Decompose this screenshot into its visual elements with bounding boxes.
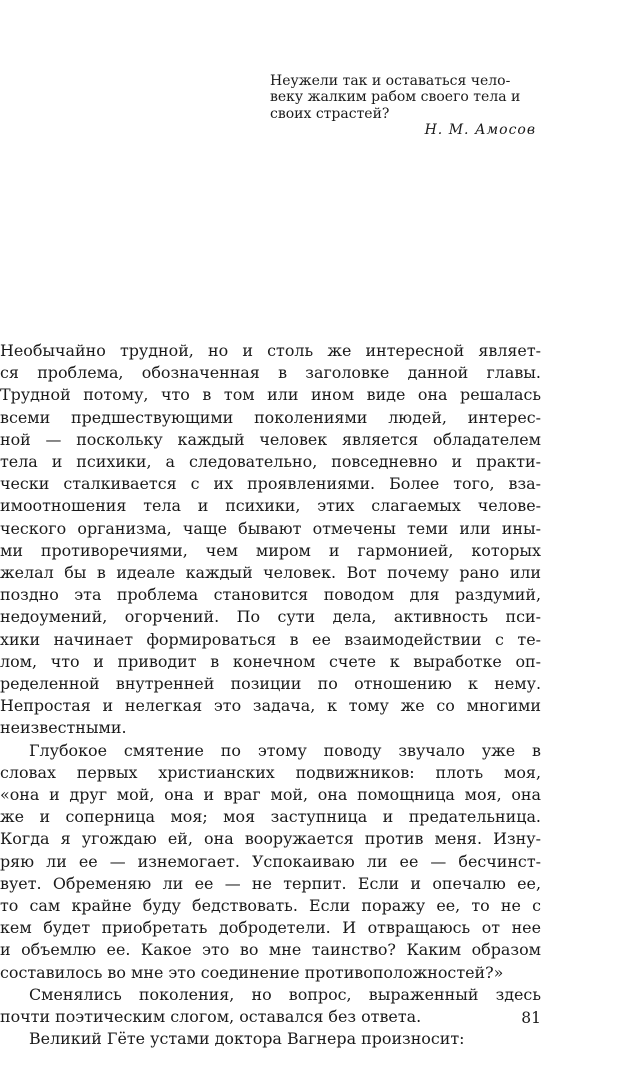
text-line: почти поэтическим слогом, оставался без ответа.: [0, 1007, 422, 1027]
text-line: словах первых христианских подвижников: плоть моя,: [0, 762, 541, 782]
text-line: и объемлю ее. Какое это во мне таинство? Каким образом: [0, 940, 541, 960]
text-line: Глубокое смятение по этому поводу звучало уже в: [29, 740, 541, 760]
text-line: ной — поскольку каждый человек является обладателем: [0, 429, 541, 449]
epigraph-line: своих страстей?: [270, 105, 390, 122]
epigraph-quote: [270, 73, 536, 122]
text-line: кем будет приобретать добродетели. И отвращаюсь от нее: [0, 918, 541, 938]
text-line: Необычайно трудной, но и столь же интересной являет-: [0, 341, 541, 360]
text-line: Непростая и нелегкая это задача, к тому же со многими: [0, 696, 541, 716]
text-line: недоумений, огорчений. По сути дела, активность пси-: [0, 607, 541, 627]
text-line: Сменялись поколения, но вопрос, выраженный здесь: [29, 984, 541, 1004]
text-line: вует. Обременяю ли ее — не терпит. Если и опечалю ее,: [0, 873, 541, 893]
text-line: то сам крайне буду бедствовать. Если поражу ее, то не с: [0, 896, 541, 916]
text-line: хики начинает формироваться в ее взаимодействии с те-: [0, 629, 541, 649]
text-line: Когда я угождаю ей, она вооружается против меня. Изну-: [0, 829, 541, 849]
text-line: желал бы в идеале каждый человек. Вот почему рано или: [0, 563, 541, 583]
text-line: ми противоречиями, чем миром и гармонией, которых: [0, 540, 541, 560]
text-line: ческого организма, чаще бывают отмечены теми или ины-: [0, 518, 541, 538]
text-line: же и соперница моя; моя заступница и предательница.: [0, 807, 541, 827]
text-line: поздно эта проблема становится поводом для раздумий,: [0, 585, 541, 605]
text-line: Трудной потому, что в том или ином виде она решалась: [0, 385, 541, 405]
text-line: имоотношения тела и психики, этих слагаемых челове-: [0, 496, 541, 516]
text-line: лом, что и приводит в конечном счете к выработке оп-: [0, 651, 541, 671]
text-line: Великий Гёте устами доктора Вагнера произносит:: [29, 1029, 465, 1049]
epigraph-line: веку жалким рабом своего тела и: [270, 89, 521, 106]
text-line: «она и друг мой, она и враг мой, она помощница моя, она: [0, 785, 541, 805]
text-line: ределенной внутренней позиции по отношению к нему.: [0, 674, 541, 694]
page-number: 81: [521, 1009, 541, 1027]
text-line: ся проблема, обозначенная в заголовке данной главы.: [0, 363, 541, 383]
text-line: чески сталкивается с их проявлениями. Более того, вза-: [0, 474, 541, 494]
text-line: ряю ли ее — изнемогает. Успокаиваю ли ее — бесчинст-: [0, 851, 541, 871]
epigraph-author: Н. М. Амосов: [424, 122, 536, 138]
text-line: всеми предшествующими поколениями людей, интерес-: [0, 407, 541, 427]
text-line: тела и психики, а следовательно, повседневно и практи-: [0, 452, 541, 472]
body-text: [0, 340, 541, 1051]
text-line: составилось во мне это соединение противоположностей?»: [0, 962, 504, 982]
epigraph-line: Неужели так и оставаться чело-: [270, 73, 511, 89]
text-line: неизвестными.: [0, 718, 127, 738]
